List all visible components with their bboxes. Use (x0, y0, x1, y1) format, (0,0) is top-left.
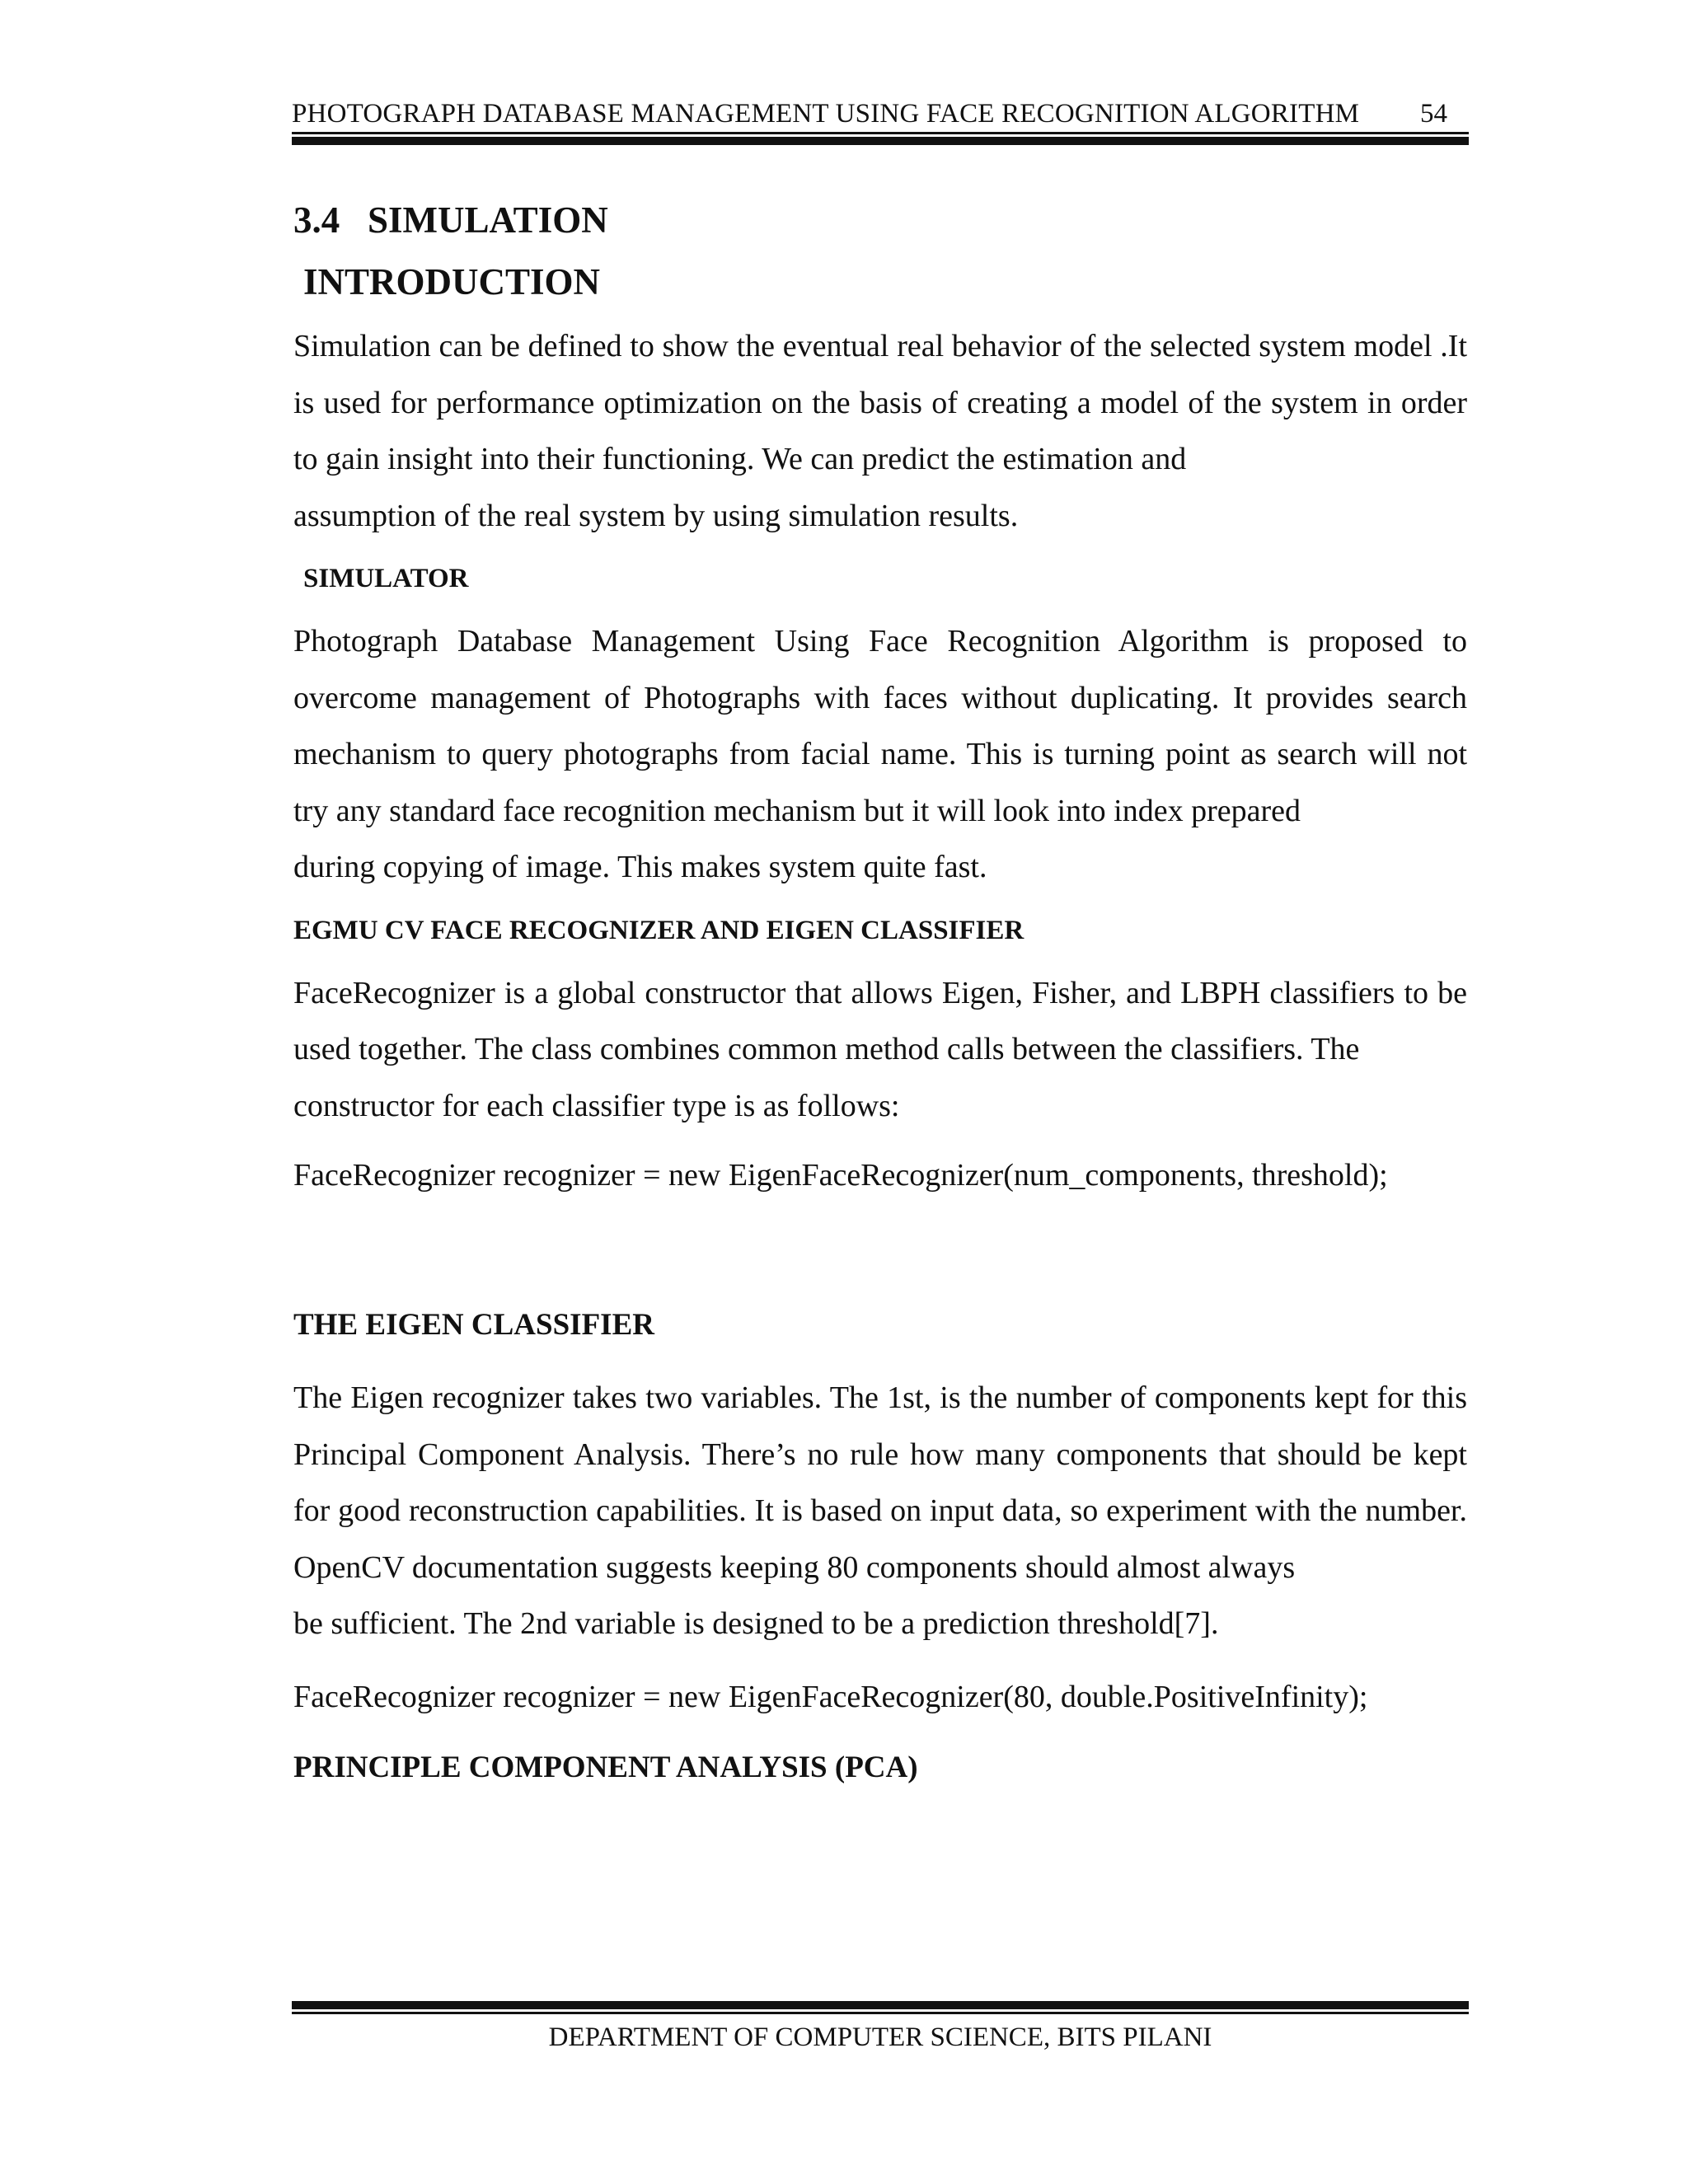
footer-rule-thick (292, 2001, 1469, 2009)
simulator-heading: SIMULATOR (303, 564, 469, 593)
section-heading (293, 191, 1467, 249)
eigen-paragraph: The Eigen recognizer takes two variables. The 1st, is the number of components kept for this Principal Component Analysis. There’s no rule how many components that should be kept for good reconstruction capabilities. It is based on input data, so experiment with the number. OpenCV documentation suggests keeping 80 components should almost always (293, 1380, 1467, 1585)
pca-heading: PRINCIPLE COMPONENT ANALYSIS (PCA) (293, 1750, 918, 1784)
page-body (293, 191, 1467, 1793)
introduction-heading: INTRODUCTION (303, 261, 601, 302)
simulator-paragraph: Photograph Database Management Using Face Recognition Algorithm is proposed to overcome management of Photographs with faces without duplicating. It provides search mechanism to query photographs from facial name. This is turning point as search will not try any standard face recognition mechanism but it will look into index prepared (293, 624, 1467, 828)
egmu-paragraph-last-line: constructor for each classifier type is as follows: (293, 1088, 900, 1123)
intro-paragraph-last-line: assumption of the real system by using simulation results. (293, 498, 1019, 533)
code-line-1: FaceRecognizer recognizer = new EigenFaceRecognizer(num_components, threshold); (293, 1158, 1388, 1193)
running-header (292, 97, 1469, 130)
page-number: 54 (1420, 99, 1447, 129)
header-rule-thin (292, 132, 1469, 134)
section-number: 3.4 (293, 199, 340, 241)
eigen-heading: THE EIGEN CLASSIFIER (293, 1308, 654, 1342)
header-rule-thick (292, 137, 1469, 145)
simulator-paragraph-last-line: during copying of image. This makes system quite fast. (293, 850, 987, 884)
intro-paragraph: Simulation can be defined to show the eventual real behavior of the selected system model .It is used for performance optimization on the basis of creating a model of the system in order to gain insight into their functioning. We can predict the estimation and (293, 329, 1467, 476)
egmu-heading: EGMU CV FACE RECOGNIZER AND EIGEN CLASSIFIER (293, 915, 1025, 945)
section-title: SIMULATION (368, 199, 608, 241)
footer-rule-thin (292, 2012, 1469, 2014)
egmu-paragraph: FaceRecognizer is a global constructor that allows Eigen, Fisher, and LBPH classifiers to be used together. The class combines common method calls between the classifiers. The (293, 975, 1467, 1066)
running-footer: DEPARTMENT OF COMPUTER SCIENCE, BITS PILANI (548, 2022, 1212, 2052)
header-title: PHOTOGRAPH DATABASE MANAGEMENT USING FACE RECOGNITION ALGORITHM (292, 99, 1360, 129)
code-line-2: FaceRecognizer recognizer = new EigenFaceRecognizer(80, double.PositiveInfinity); (293, 1679, 1368, 1714)
eigen-paragraph-last-line: be sufficient. The 2nd variable is designed to be a prediction threshold[7]. (293, 1606, 1219, 1641)
